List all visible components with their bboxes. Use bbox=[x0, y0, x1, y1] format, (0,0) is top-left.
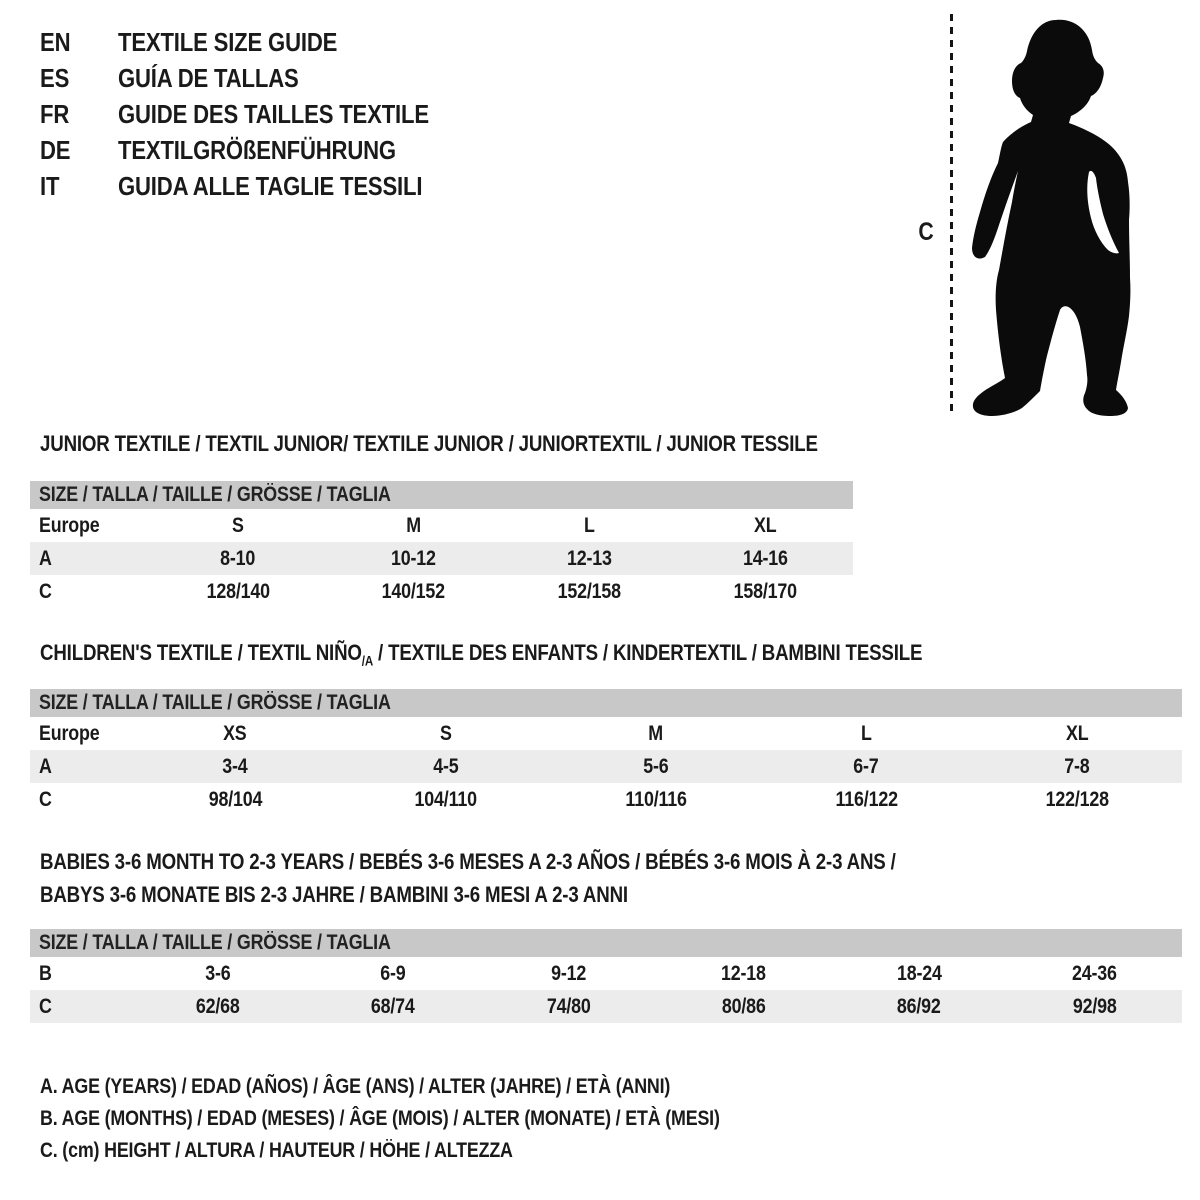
size-header-text: SIZE / TALLA / TAILLE / GRÖSSE / TAGLIA bbox=[39, 483, 391, 506]
size-cell: XL bbox=[753, 513, 777, 537]
table-row bbox=[30, 575, 853, 608]
lang-code: IT bbox=[40, 170, 60, 201]
size-header-band bbox=[30, 481, 853, 509]
children-size-table bbox=[30, 689, 1182, 816]
table-row bbox=[30, 750, 1182, 783]
lang-row-fr bbox=[40, 96, 484, 132]
table-row bbox=[30, 717, 1182, 750]
note-height-cm: C. (cm) HEIGHT / ALTURA / HAUTEUR / HÖHE / ALTEZZA bbox=[40, 1139, 513, 1162]
lang-row-de bbox=[40, 132, 484, 168]
table-row bbox=[30, 990, 1182, 1023]
babies-size-table bbox=[30, 929, 1182, 1023]
row-label: A bbox=[39, 546, 52, 570]
language-title-block bbox=[40, 24, 484, 204]
size-cell: 4-5 bbox=[432, 754, 459, 778]
row-label: Europe bbox=[39, 513, 100, 537]
note-age-months: B. AGE (MONTHS) / EDAD (MESES) / ÂGE (MOIS) / ALTER (MONATE) / ETÀ (MESI) bbox=[40, 1107, 720, 1130]
table-row bbox=[30, 542, 853, 575]
table-row bbox=[30, 957, 1182, 990]
size-cell: L bbox=[860, 721, 872, 745]
size-cell: 24-36 bbox=[1071, 961, 1117, 985]
size-cell: 9-12 bbox=[550, 961, 586, 985]
size-cell: S bbox=[232, 513, 244, 537]
table-row bbox=[30, 783, 1182, 816]
size-cell: 122/128 bbox=[1045, 787, 1109, 811]
baby-silhouette-icon bbox=[950, 10, 1190, 430]
size-cell: M bbox=[648, 721, 664, 745]
size-cell: M bbox=[406, 513, 421, 537]
height-measure-label: C bbox=[918, 218, 934, 246]
size-cell: 18-24 bbox=[896, 961, 942, 985]
size-cell: 80/86 bbox=[721, 994, 766, 1018]
row-label: C bbox=[39, 994, 52, 1018]
size-cell: 68/74 bbox=[371, 994, 415, 1018]
guide-title-fr: GUIDE DES TAILLES TEXTILE bbox=[118, 98, 429, 129]
lang-row-es bbox=[40, 60, 484, 96]
size-cell: L bbox=[583, 513, 595, 537]
size-cell: 104/110 bbox=[414, 787, 477, 811]
size-header-band bbox=[30, 929, 1182, 957]
size-header-text: SIZE / TALLA / TAILLE / GRÖSSE / TAGLIA bbox=[39, 931, 391, 954]
children-section-title bbox=[40, 640, 1078, 668]
guide-title-en: TEXTILE SIZE GUIDE bbox=[118, 26, 338, 57]
size-cell: 5-6 bbox=[643, 754, 669, 778]
size-cell: XS bbox=[223, 721, 247, 745]
nino-a-subscript: /A bbox=[361, 653, 374, 669]
size-cell: 74/80 bbox=[546, 994, 591, 1018]
size-cell: 92/98 bbox=[1072, 994, 1117, 1018]
size-cell: 62/68 bbox=[195, 994, 240, 1018]
size-cell: XL bbox=[1065, 721, 1089, 745]
junior-section-title-text: JUNIOR TEXTILE / TEXTIL JUNIOR/ TEXTILE JUNIOR / JUNIORTEXTIL / JUNIOR TESSILE bbox=[40, 431, 818, 456]
size-cell: 98/104 bbox=[208, 787, 262, 811]
size-cell: 6-9 bbox=[380, 961, 406, 985]
size-cell: S bbox=[439, 721, 452, 745]
size-cell: 158/170 bbox=[733, 579, 797, 603]
size-cell: 6-7 bbox=[853, 754, 880, 778]
size-cell: 152/158 bbox=[557, 579, 622, 603]
size-cell: 3-4 bbox=[222, 754, 248, 778]
lang-code: EN bbox=[40, 26, 71, 57]
children-section-title-text: CHILDREN'S TEXTILE / TEXTIL $NIÑO_{/A}$ / TEXTILE DES ENFANTS / KINDERTEXTIL / BAMBINI TESSILE bbox=[40, 640, 923, 669]
size-header-band bbox=[30, 689, 1182, 717]
row-label: C bbox=[39, 579, 52, 603]
guide-title-it: GUIDA ALLE TAGLIE TESSILI bbox=[118, 170, 423, 201]
note-age-years: A. AGE (YEARS) / EDAD (AÑOS) / ÂGE (ANS) / ALTER (JAHRE) / ETÀ (ANNI) bbox=[40, 1075, 671, 1098]
babies-table bbox=[30, 957, 1182, 1023]
table-row bbox=[30, 509, 853, 542]
size-cell: 12-13 bbox=[566, 546, 612, 570]
size-cell: 7-8 bbox=[1064, 754, 1090, 778]
row-label: A bbox=[39, 754, 52, 778]
lang-row-it bbox=[40, 168, 484, 204]
babies-title-line2: BABYS 3-6 MONATE BIS 2-3 JAHRE / BAMBINI 3-6 MESI A 2-3 ANNI bbox=[40, 882, 628, 907]
row-label: Europe bbox=[39, 721, 100, 745]
size-cell: 110/116 bbox=[625, 787, 687, 811]
lang-row-en bbox=[40, 24, 484, 60]
junior-size-table bbox=[30, 481, 853, 608]
guide-title-de: TEXTILGRÖßENFÜHRUNG bbox=[118, 134, 396, 165]
babies-section-title bbox=[40, 845, 1047, 911]
lang-code: ES bbox=[40, 62, 70, 93]
guide-title-es: GUÍA DE TALLAS bbox=[118, 62, 299, 93]
lang-code: DE bbox=[40, 134, 71, 165]
row-label: C bbox=[39, 787, 52, 811]
size-cell: 116/122 bbox=[835, 787, 898, 811]
size-cell: 128/140 bbox=[206, 579, 270, 603]
size-cell: 10-12 bbox=[391, 546, 437, 570]
size-cell: 86/92 bbox=[897, 994, 941, 1018]
size-cell: 14-16 bbox=[742, 546, 788, 570]
size-cell: 8-10 bbox=[220, 546, 256, 570]
babies-title-line1: BABIES 3-6 MONTH TO 2-3 YEARS / BEBÉS 3-6 MESES A 2-3 AÑOS / BÉBÉS 3-6 MOIS À 2-3 ANS / bbox=[40, 849, 896, 874]
junior-section-title bbox=[40, 431, 955, 457]
children-table bbox=[30, 717, 1182, 816]
size-header-text: SIZE / TALLA / TAILLE / GRÖSSE / TAGLIA bbox=[39, 691, 391, 714]
size-cell: 12-18 bbox=[721, 961, 767, 985]
row-label: B bbox=[39, 961, 52, 985]
legend-notes bbox=[40, 1071, 840, 1167]
lang-code: FR bbox=[40, 98, 70, 129]
junior-table bbox=[30, 509, 853, 608]
size-cell: 140/152 bbox=[381, 579, 446, 603]
size-cell: 3-6 bbox=[205, 961, 231, 985]
